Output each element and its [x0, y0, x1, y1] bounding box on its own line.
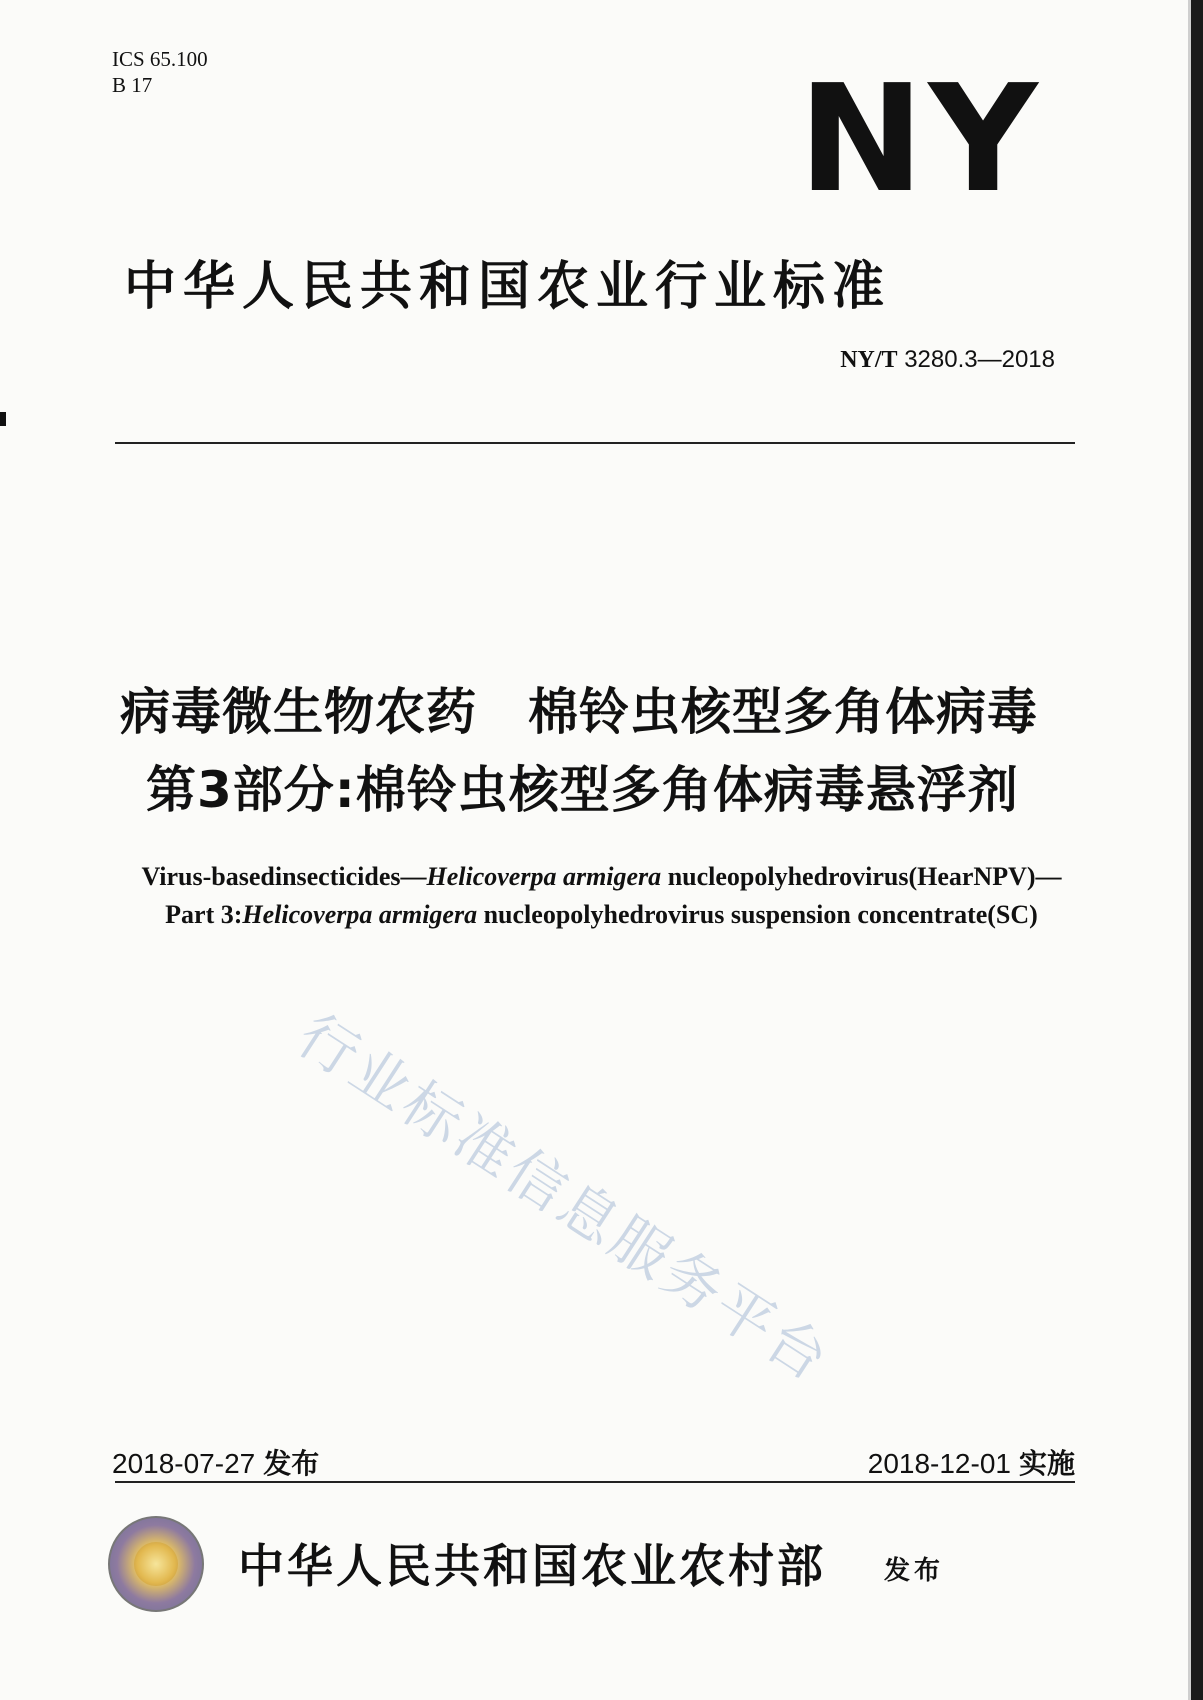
standard-number [840, 346, 1055, 374]
en-title-line2-part-b: nucleopolyhedrovirus suspension concentrate(SC) [477, 900, 1038, 929]
issue-label: 发布 [263, 1448, 320, 1479]
standard-number-prefix: NY/T [840, 347, 898, 373]
en-title-line1 [0, 862, 1203, 892]
issue-date-block [112, 1442, 319, 1482]
standard-number-value: 3280.3—2018 [904, 346, 1055, 373]
cn-title-line2: 第3部分:棉铃虫核型多角体病毒悬浮剂 [146, 761, 1019, 819]
ny-logo: NY [798, 53, 1042, 225]
publisher-name: 中华人民共和国农业农村部 [238, 1539, 826, 1593]
scan-edge [1191, 0, 1203, 1700]
implement-label: 实施 [1018, 1448, 1075, 1479]
issue-date: 2018-07-27 [112, 1448, 256, 1479]
classification-block [112, 46, 208, 98]
ics-code: ICS 65.100 [112, 47, 208, 71]
bottom-divider [115, 1481, 1075, 1483]
en-title-line1-part-b: nucleopolyhedrovirus(HearNPV)— [661, 862, 1062, 891]
ministry-emblem-icon [108, 1516, 204, 1612]
top-divider [115, 442, 1075, 444]
en-title-line2-species: Helicoverpa armigera [242, 900, 478, 929]
publisher-label: 发布 [884, 1555, 945, 1585]
en-title-line2-part-a: Part 3: [165, 900, 243, 929]
scan-mark [0, 412, 6, 426]
implement-date-block [868, 1442, 1075, 1482]
en-title-line1-species: Helicoverpa armigera [426, 862, 662, 891]
emblem-center-icon [134, 1542, 178, 1586]
en-title-line1-part-a: Virus-basedinsecticides— [141, 862, 427, 891]
en-title-line2 [0, 900, 1203, 930]
classification-code: B 17 [112, 73, 153, 97]
implement-date: 2018-12-01 [867, 1448, 1011, 1479]
watermark: 行业标准信息服务平台 [285, 1000, 843, 1396]
cn-title-line1: 病毒微生物农药 棉铃虫核型多角体病毒 [120, 683, 1038, 741]
standard-title: 中华人民共和国农业行业标准 [124, 257, 892, 317]
